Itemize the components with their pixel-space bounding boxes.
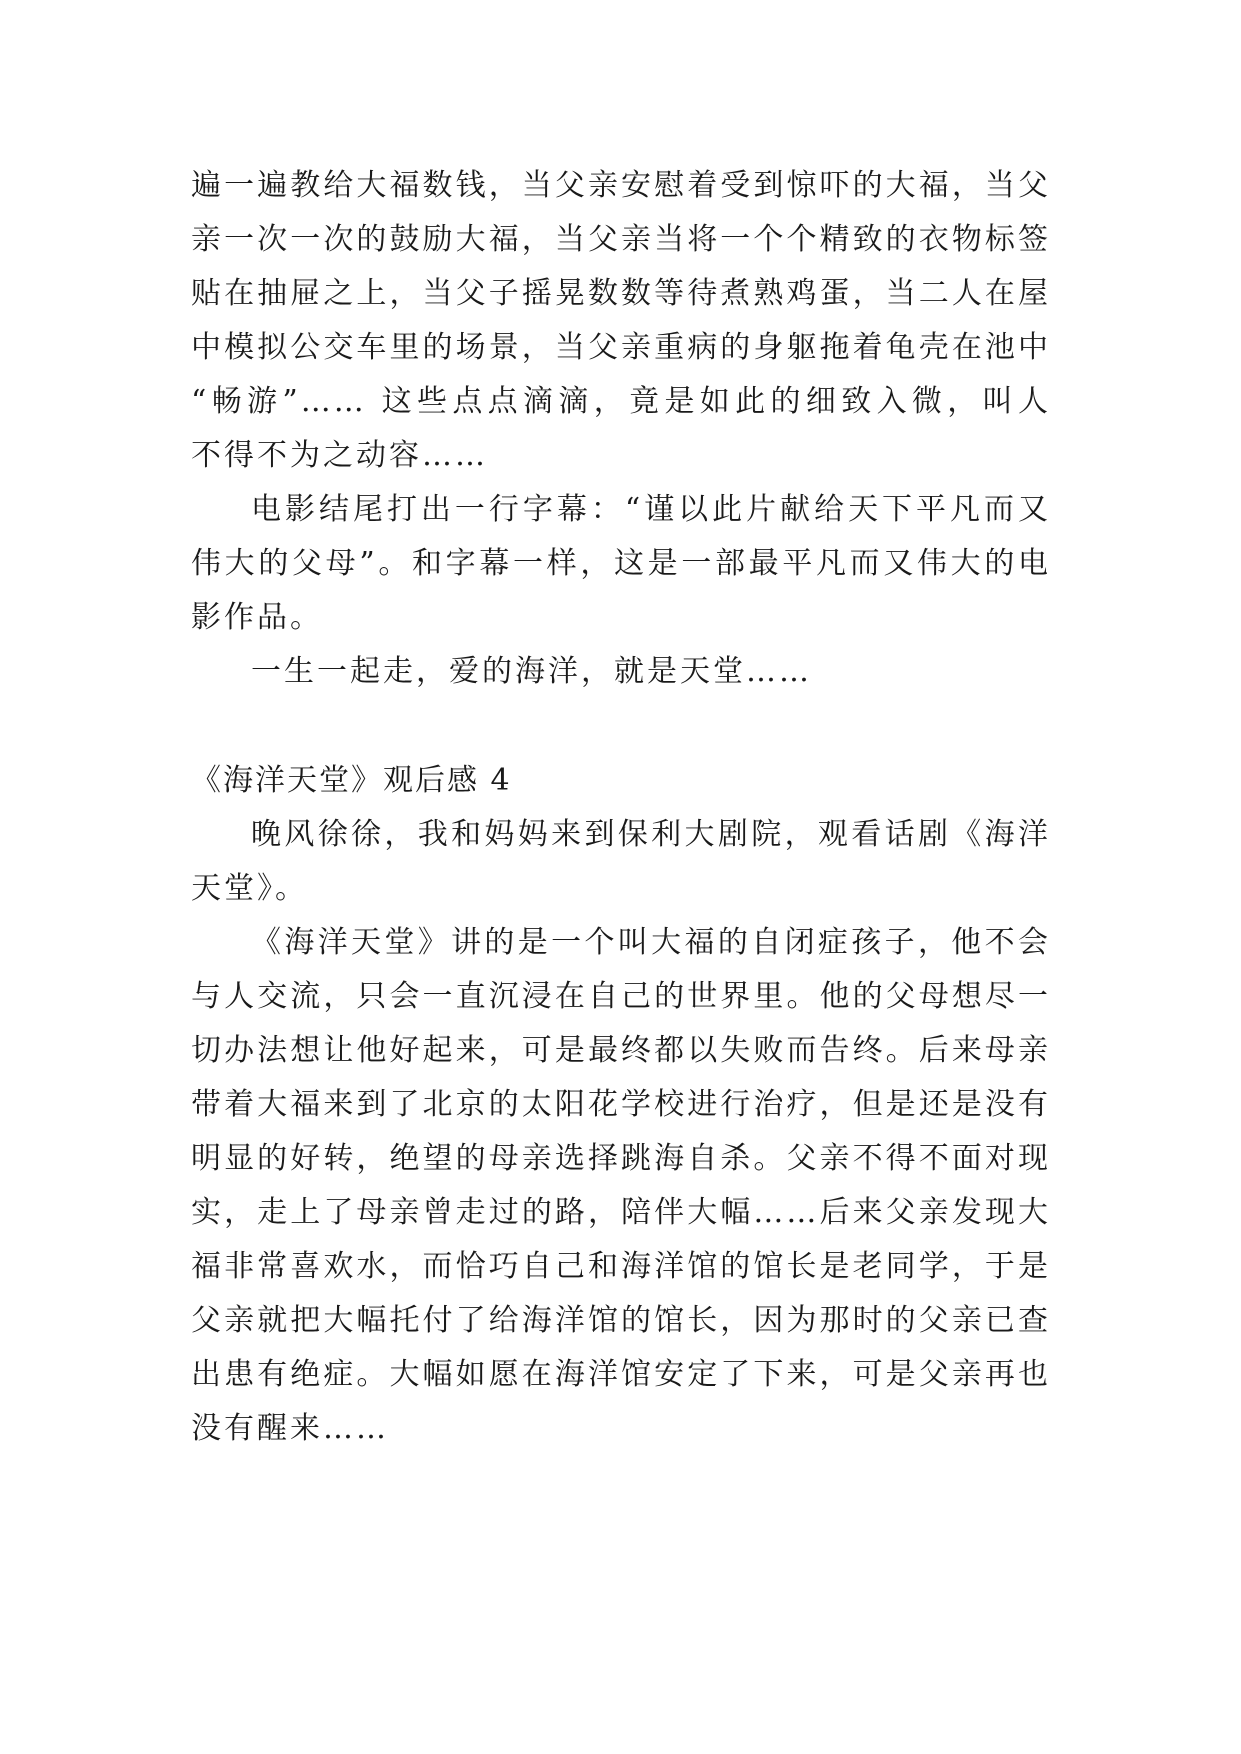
paragraph-line: 带着大福来到了北京的太阳花学校进行治疗，但是还是没有 <box>191 1087 1051 1122</box>
paragraph-line: 福非常喜欢水，而恰巧自己和海洋馆的馆长是老同学，于是 <box>191 1249 1051 1284</box>
paragraph-line: 伟大的父母”。和字幕一样，这是一部最平凡而又伟大的电 <box>191 546 1051 581</box>
paragraph-line: 《海洋天堂》讲的是一个叫大福的自闭症孩子，他不会 <box>251 925 1051 960</box>
paragraph-line: 电影结尾打出一行字幕：“谨以此片献给天下平凡而又 <box>251 492 1051 527</box>
paragraph-line: 不得不为之动容…… <box>191 438 488 473</box>
paragraph-line: 晚风徐徐，我和妈妈来到保利大剧院，观看话剧《海洋 <box>251 817 1051 852</box>
paragraph-line: 实，走上了母亲曾走过的路，陪伴大幅……后来父亲发现大 <box>191 1195 1051 1230</box>
paragraph-line: 中模拟公交车里的场景，当父亲重病的身躯拖着龟壳在池中 <box>191 330 1051 365</box>
paragraph-line: 遍一遍教给大福数钱，当父亲安慰着受到惊吓的大福，当父 <box>191 168 1051 203</box>
paragraph-line: 明显的好转，绝望的母亲选择跳海自杀。父亲不得不面对现 <box>191 1141 1051 1176</box>
paragraph-line: 天堂》。 <box>191 871 308 906</box>
paragraph-line: 亲一次一次的鼓励大福，当父亲当将一个个精致的衣物标签 <box>191 222 1051 257</box>
paragraph-line: 贴在抽屉之上，当父子摇晃数数等待煮熟鸡蛋，当二人在屋 <box>191 276 1051 311</box>
paragraph-line: 影作品。 <box>191 600 323 635</box>
paragraph-line: 与人交流，只会一直沉浸在自己的世界里。他的父母想尽一 <box>191 979 1051 1014</box>
paragraph-line: “畅游”…… 这些点点滴滴，竟是如此的细致入微，叫人 <box>191 384 1051 419</box>
paragraph-line: 一生一起走，爱的海洋，就是天堂…… <box>251 654 812 689</box>
paragraph-line: 出患有绝症。大幅如愿在海洋馆安定了下来，可是父亲再也 <box>191 1357 1051 1392</box>
section-heading: 《海洋天堂》观后感 4 <box>191 763 512 798</box>
paragraph-line: 切办法想让他好起来，可是最终都以失败而告终。后来母亲 <box>191 1033 1051 1068</box>
paragraph-line: 没有醒来…… <box>191 1411 389 1446</box>
paragraph-line: 父亲就把大幅托付了给海洋馆的馆长，因为那时的父亲已查 <box>191 1303 1051 1338</box>
